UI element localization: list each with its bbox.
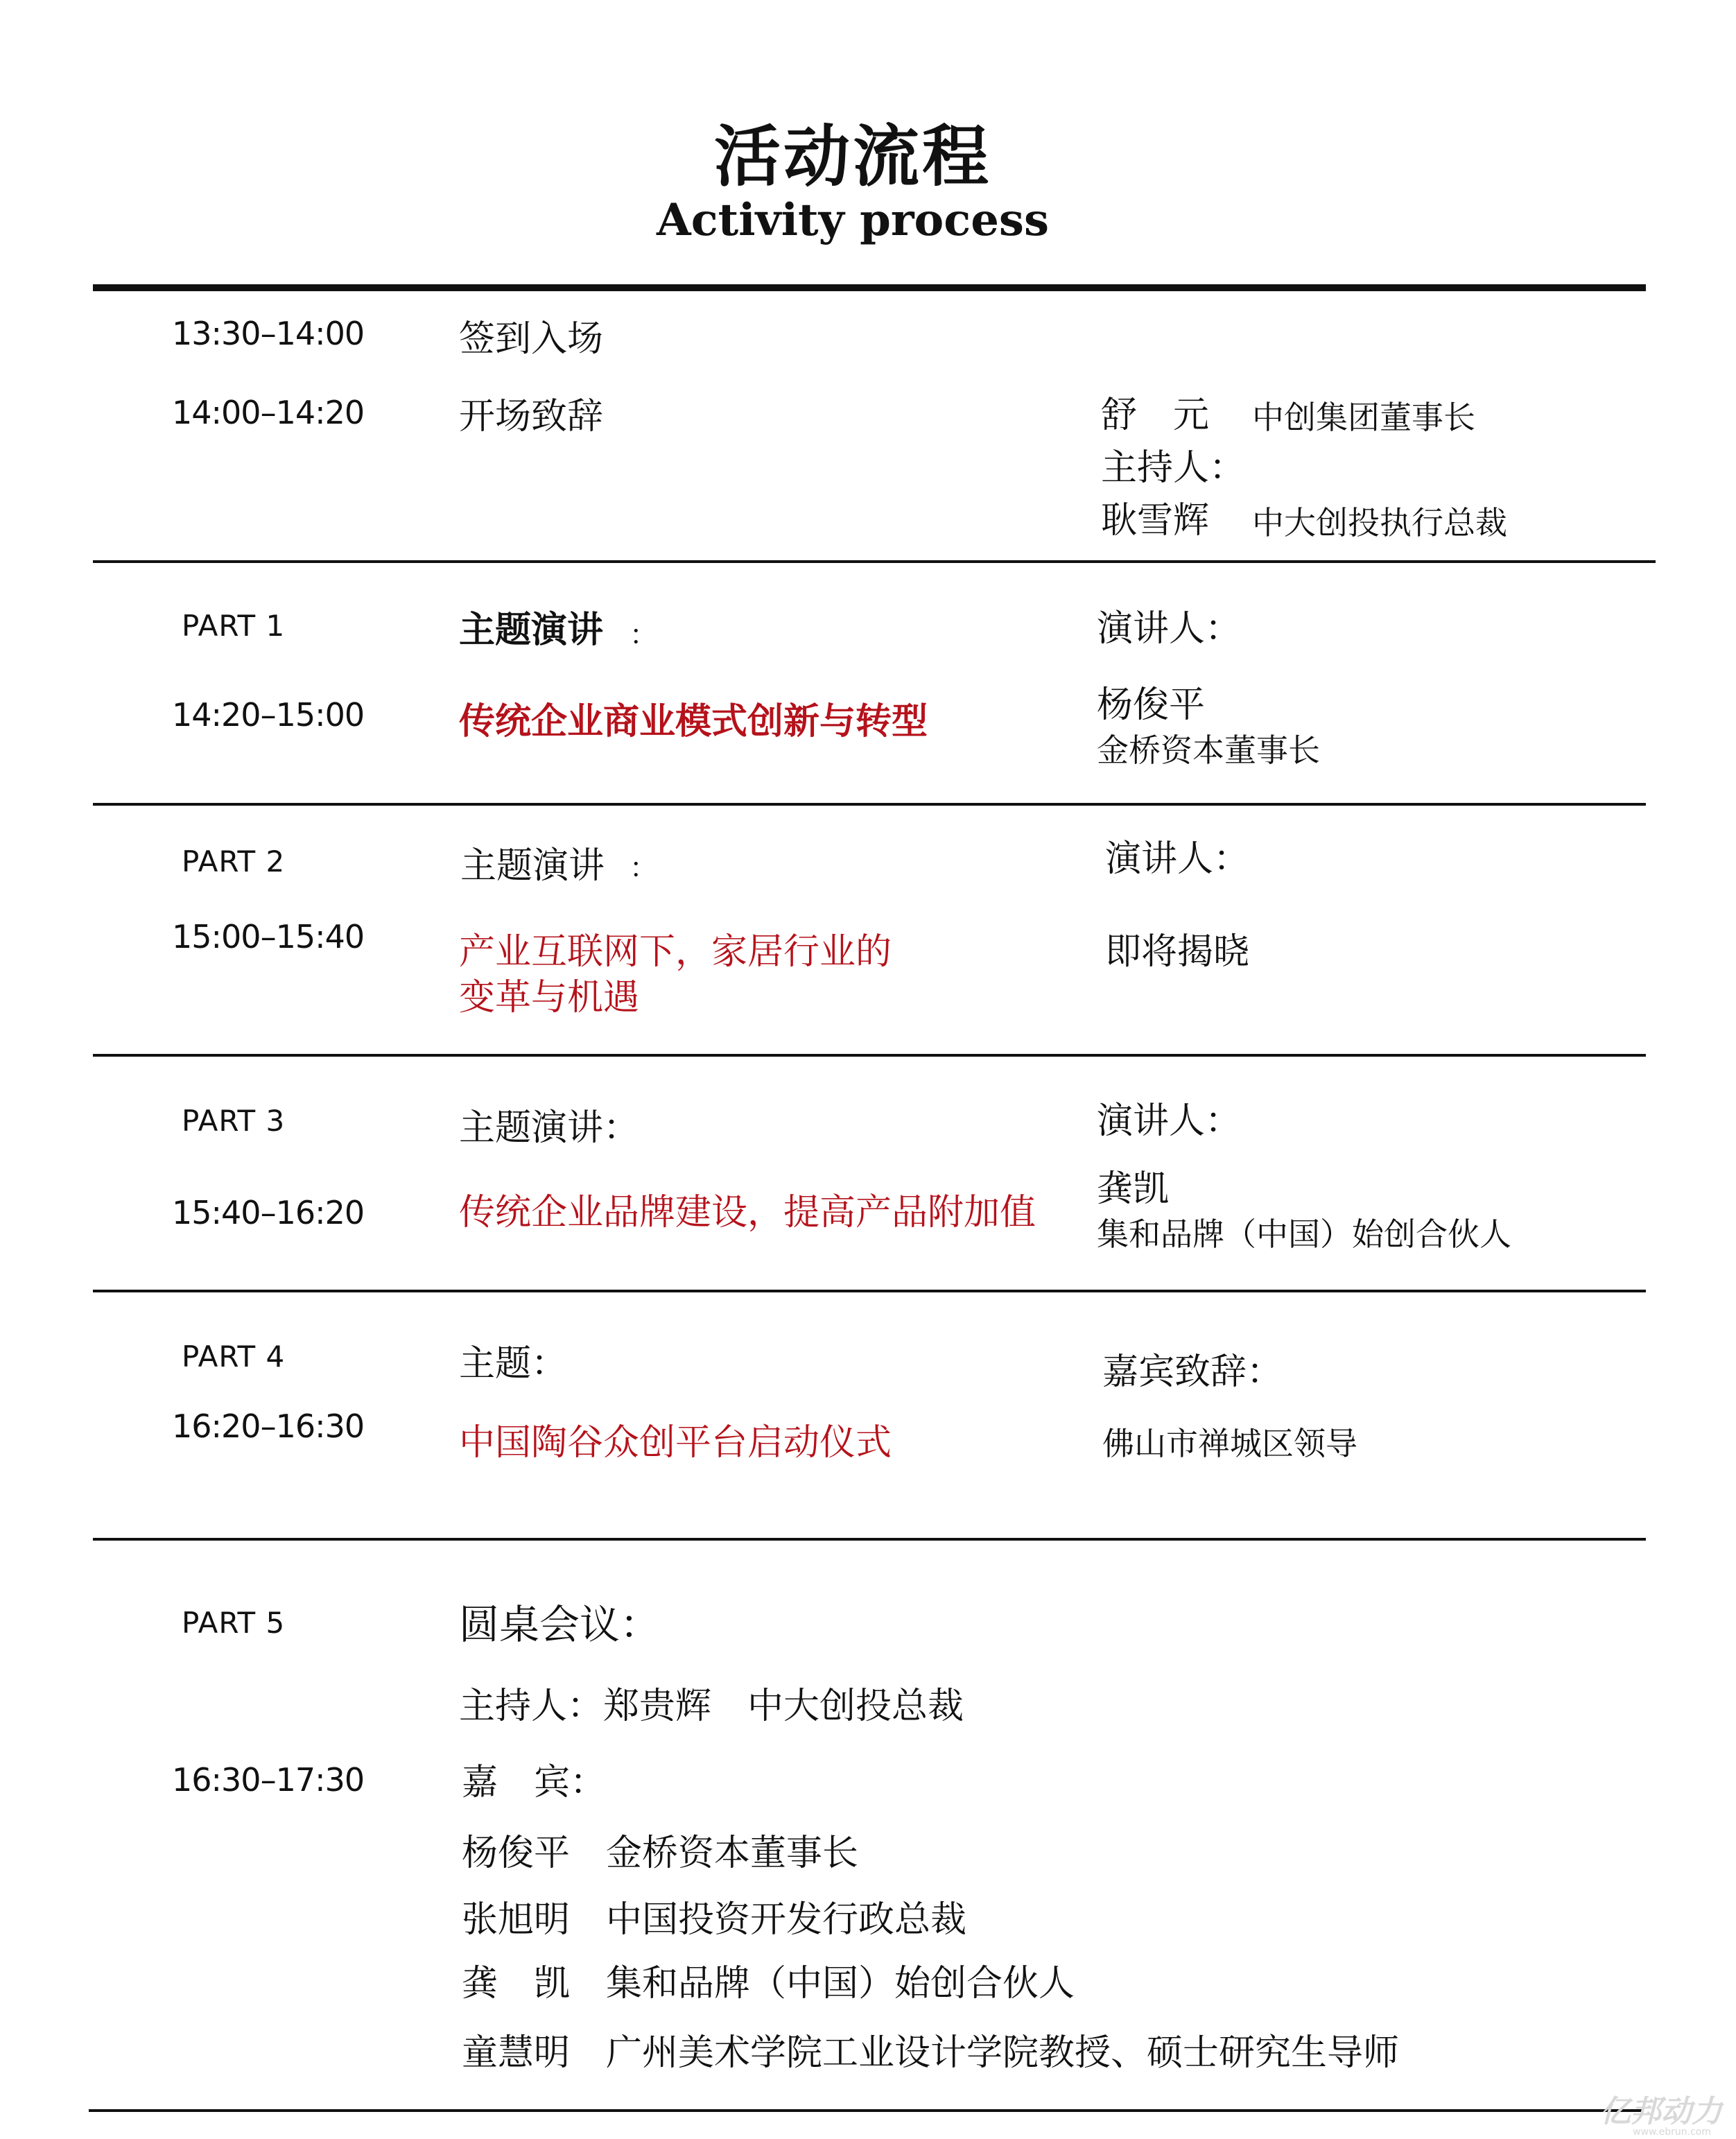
page-title: 活动流程 xyxy=(714,118,991,196)
opening-speaker-1-title: 中创集团董事长 xyxy=(1252,399,1475,436)
part1-topic: 传统企业商业模式创新与转型 xyxy=(459,701,928,743)
part3-label: PART 3 xyxy=(182,1104,286,1138)
part5-guest-3: 龚 凯 集和品牌（中国）始创合伙人 xyxy=(462,1963,1075,2004)
part2-topic-colon: ： xyxy=(630,852,657,884)
part2-topic-line-2: 变革与机遇 xyxy=(459,977,640,1019)
part4-topic-label: 主题： xyxy=(459,1343,568,1385)
section-divider xyxy=(93,1290,1646,1292)
section-divider xyxy=(89,2109,1642,2112)
part3-speaker-label: 演讲人： xyxy=(1097,1100,1242,1142)
part2-topic-label: 主题演讲 xyxy=(460,845,605,887)
section-divider xyxy=(93,1054,1646,1057)
part5-guest-1: 杨俊平 金桥资本董事长 xyxy=(462,1833,859,1874)
opening-time-2: 14:00–14:20 xyxy=(172,394,365,431)
part2-speaker-label: 演讲人： xyxy=(1105,838,1250,880)
watermark-logo: 亿邦动力 xyxy=(1600,2094,1722,2129)
part2-speaker-name: 即将揭晓 xyxy=(1105,931,1250,973)
part5-guests-label: 嘉 宾： xyxy=(462,1762,607,1803)
opening-label-2: 开场致辞 xyxy=(459,396,604,438)
part4-label: PART 4 xyxy=(182,1340,286,1374)
opening-label-1: 签到入场 xyxy=(459,318,604,360)
part3-speaker-name: 龚凯 xyxy=(1097,1168,1170,1210)
section-divider xyxy=(93,1538,1646,1541)
part5-time: 16:30–17:30 xyxy=(172,1761,365,1799)
part3-topic: 传统企业品牌建设，提高产品附加值 xyxy=(459,1192,1036,1233)
part5-label: PART 5 xyxy=(182,1606,286,1640)
part5-topic-label: 圆桌会议： xyxy=(459,1601,661,1648)
part4-speaker-label: 嘉宾致辞： xyxy=(1102,1351,1283,1393)
part3-speaker-title: 集和品牌（中国）始创合伙人 xyxy=(1097,1215,1511,1253)
part1-time: 14:20–15:00 xyxy=(172,696,365,734)
part3-time: 15:40–16:20 xyxy=(172,1194,365,1231)
section-divider xyxy=(93,803,1646,806)
part4-time: 16:20–16:30 xyxy=(172,1408,365,1445)
part1-label: PART 1 xyxy=(182,609,286,643)
part2-topic-line-1: 产业互联网下，家居行业的 xyxy=(459,931,892,973)
part2-label: PART 2 xyxy=(182,845,286,878)
part2-time: 15:00–15:40 xyxy=(172,918,365,955)
opening-speaker-2-title: 中大创投执行总裁 xyxy=(1252,504,1507,542)
opening-speaker-1-name: 舒 元 xyxy=(1101,395,1210,436)
part5-guest-4: 童慧明 广州美术学院工业设计学院教授、硕士研究生导师 xyxy=(462,2032,1400,2074)
opening-speaker-2-name: 耿雪辉 xyxy=(1101,500,1210,542)
opening-time-1: 13:30–14:00 xyxy=(172,315,365,352)
part1-topic-label: 主题演讲 xyxy=(459,609,604,651)
part1-speaker-title: 金桥资本董事长 xyxy=(1097,731,1320,769)
header-divider xyxy=(93,284,1646,291)
part4-speaker-name: 佛山市禅城区领导 xyxy=(1102,1425,1357,1462)
page-subtitle: Activity process xyxy=(657,194,1049,246)
watermark-url: www.ebrun.com xyxy=(1633,2127,1711,2138)
opening-host-label: 主持人： xyxy=(1101,447,1246,489)
part4-topic: 中国陶谷众创平台启动仪式 xyxy=(459,1422,892,1464)
part5-guest-2: 张旭明 中国投资开发行政总裁 xyxy=(462,1899,967,1941)
part1-speaker-name: 杨俊平 xyxy=(1097,684,1206,726)
part5-host: 主持人：郑贵辉 中大创投总裁 xyxy=(459,1686,964,1727)
section-divider xyxy=(93,560,1656,563)
part1-speaker-label: 演讲人： xyxy=(1097,608,1242,650)
part1-topic-colon: ： xyxy=(630,619,657,651)
part3-topic-label: 主题演讲： xyxy=(459,1107,640,1149)
